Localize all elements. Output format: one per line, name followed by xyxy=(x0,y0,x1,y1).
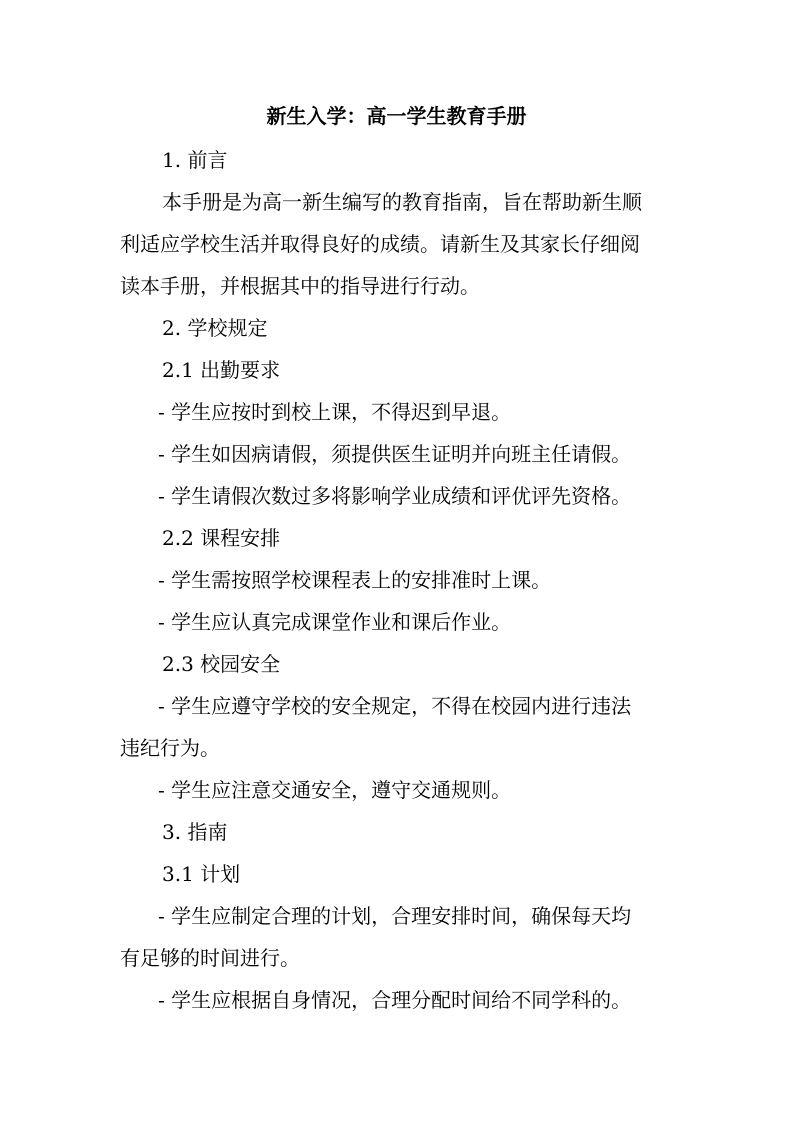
list-item: - 学生如因病请假，须提供医生证明并向班主任请假。 xyxy=(158,442,632,466)
document-title: 新生入学：高一学生教育手册 xyxy=(266,104,527,128)
list-item-continuation: 违纪行为。 xyxy=(120,736,220,760)
section-3-1-heading: 3.1 计划 xyxy=(162,862,241,886)
intro-paragraph-line-2: 利适应学校生活并取得良好的成绩。请新生及其家长仔细阅 xyxy=(120,232,640,256)
list-item: - 学生应遵守学校的安全规定，不得在校园内进行违法 xyxy=(158,694,632,718)
section-2-heading: 2. 学校规定 xyxy=(162,316,268,340)
section-3-heading: 3. 指南 xyxy=(162,820,228,844)
list-item: - 学生应注意交通安全，遵守交通规则。 xyxy=(158,778,512,802)
list-item: - 学生应按时到校上课，不得迟到早退。 xyxy=(158,400,512,424)
list-item: - 学生应制定合理的计划，合理安排时间，确保每天均 xyxy=(158,904,632,928)
list-item-continuation: 有足够的时间进行。 xyxy=(120,946,300,970)
list-item: - 学生需按照学校课程表上的安排准时上课。 xyxy=(158,568,552,592)
section-1-heading: 1. 前言 xyxy=(162,148,228,172)
intro-paragraph-line-3: 读本手册，并根据其中的指导进行行动。 xyxy=(120,274,480,298)
list-item: - 学生请假次数过多将影响学业成绩和评优评先资格。 xyxy=(158,484,632,508)
section-2-1-heading: 2.1 出勤要求 xyxy=(162,358,281,382)
intro-paragraph-line-1: 本手册是为高一新生编写的教育指南，旨在帮助新生顺 xyxy=(162,190,642,214)
list-item: - 学生应根据自身情况，合理分配时间给不同学科的。 xyxy=(158,988,632,1012)
section-2-3-heading: 2.3 校园安全 xyxy=(162,652,281,676)
list-item: - 学生应认真完成课堂作业和课后作业。 xyxy=(158,610,512,634)
section-2-2-heading: 2.2 课程安排 xyxy=(162,526,281,550)
